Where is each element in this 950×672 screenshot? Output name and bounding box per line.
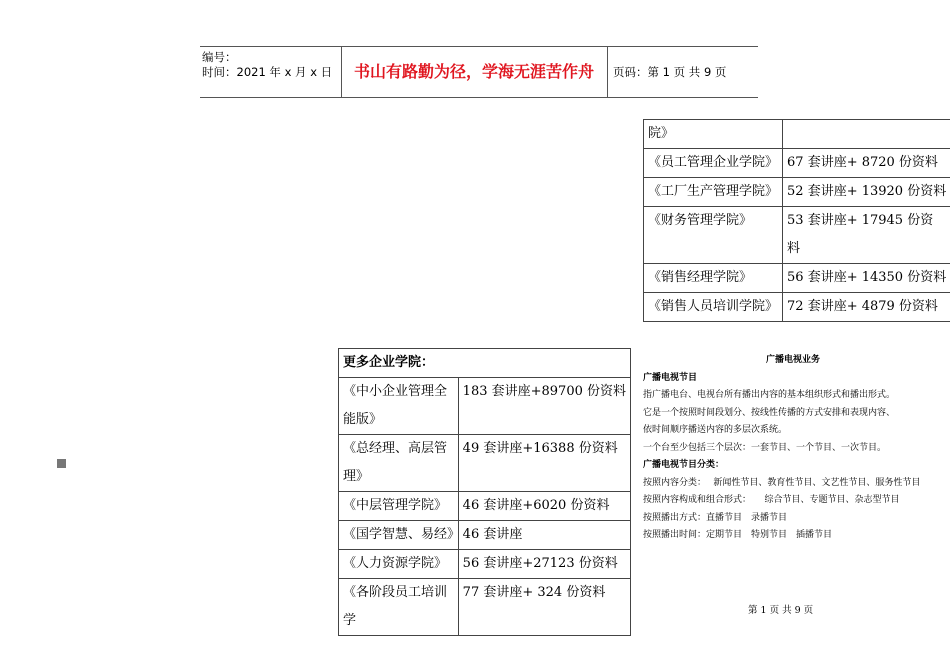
table-cell-name: 《财务管理学院》: [644, 207, 783, 264]
broadcast-line: 按照内容构成和组合形式： 综合节目、专题节目、杂志型节目: [643, 495, 900, 505]
table-cell-name: 《总经理、高层管理》: [339, 435, 459, 492]
table-row: [339, 579, 631, 636]
table-cell-value: 46 套讲座: [458, 521, 630, 550]
bullet-square-icon: [57, 459, 66, 468]
table-cell-name: 院》: [644, 120, 783, 149]
broadcast-line: 按照播出时间：定期节目 特别节目 插播节目: [643, 530, 833, 540]
table-cell-value: 49 套讲座+16388 份资料: [458, 435, 630, 492]
academy-table-top: [643, 119, 950, 322]
page-footer: 第 1 页 共 9 页: [748, 605, 814, 616]
broadcast-line: 它是一个按照时间段划分、按线性传播的方式安排和表现内容、: [643, 407, 896, 418]
broadcast-line: 按照内容分类： 新闻性节目、教育性节目、文艺性节目、服务性节目: [643, 477, 921, 488]
broadcast-line: 按照播出方式：直播节目 录播节目: [643, 512, 788, 523]
table-cell-name: 《人力资源学院》: [339, 550, 459, 579]
table-cell-name: 《中层管理学院》: [339, 492, 459, 521]
table-cell-name: 《中小企业管理全能版》: [339, 378, 459, 435]
header-meta: [202, 50, 340, 80]
table-cell-name: 《销售经理学院》: [644, 264, 783, 293]
table-cell-value: 46 套讲座+6020 份资料: [458, 492, 630, 521]
table-cell-value: 183 套讲座+89700 份资料: [458, 378, 630, 435]
table-row: [644, 120, 950, 149]
value-line: 53 套讲座+ 17945 份资: [787, 213, 934, 228]
table-row: [339, 435, 631, 492]
broadcast-title: 广播电视业务: [765, 355, 820, 365]
table-row: [644, 293, 950, 322]
table-cell-value: 56 套讲座+27123 份资料: [458, 550, 630, 579]
header-motto: 书山有路勤为径，学海无涯苦作舟: [353, 62, 594, 81]
table-cell-name: 《销售人员培训学院》: [644, 293, 783, 322]
page-header: [200, 46, 758, 98]
table-row: [339, 521, 631, 550]
header-divider: [607, 47, 608, 97]
academy-table-more: [338, 348, 631, 636]
table-row: [339, 378, 631, 435]
table-row: [339, 550, 631, 579]
table-row: [644, 149, 950, 178]
time-label: 时间：2021 年 x 月 x 日: [202, 65, 333, 79]
broadcast-subheading: 广播电视节目: [643, 372, 698, 383]
number-label: 编号：: [202, 50, 237, 64]
value-line: 料: [787, 241, 801, 256]
table-heading: 更多企业学院：: [339, 349, 631, 378]
header-page-label: 页码：第 1 页 共 9 页: [613, 65, 727, 79]
table-cell-name: 《工厂生产管理学院》: [644, 178, 783, 207]
table-row: [644, 207, 950, 264]
table-row: [644, 178, 950, 207]
table-cell-value: 56 套讲座+ 14350 份资料: [783, 264, 950, 293]
table-cell-value: 52 套讲座+ 13920 份资料: [783, 178, 950, 207]
table-cell-name: 《国学智慧、易经》: [339, 521, 459, 550]
table-row: [339, 492, 631, 521]
table-cell-value: [783, 207, 950, 264]
table-cell-value: 67 套讲座+ 8720 份资料: [783, 149, 950, 178]
table-heading-row: [339, 349, 631, 378]
table-cell-value: [783, 120, 950, 149]
table-row: [644, 264, 950, 293]
broadcast-subheading: 广播电视节目分类：: [643, 460, 725, 470]
broadcast-line: 依时间顺序播送内容的多层次系统。: [643, 425, 788, 435]
broadcast-line: 一个台至少包括三个层次：一套节目、一个节目、一次节目。: [643, 442, 887, 453]
broadcast-section: [643, 352, 943, 545]
table-cell-value: 77 套讲座+ 324 份资料: [458, 579, 630, 636]
broadcast-line: 指广播电台、电视台所有播出内容的基本组织形式和播出形式。: [643, 390, 896, 400]
table-cell-name: 《各阶段员工培训学: [339, 579, 459, 636]
table-cell-name: 《员工管理企业学院》: [644, 149, 783, 178]
table-cell-value: 72 套讲座+ 4879 份资料: [783, 293, 950, 322]
